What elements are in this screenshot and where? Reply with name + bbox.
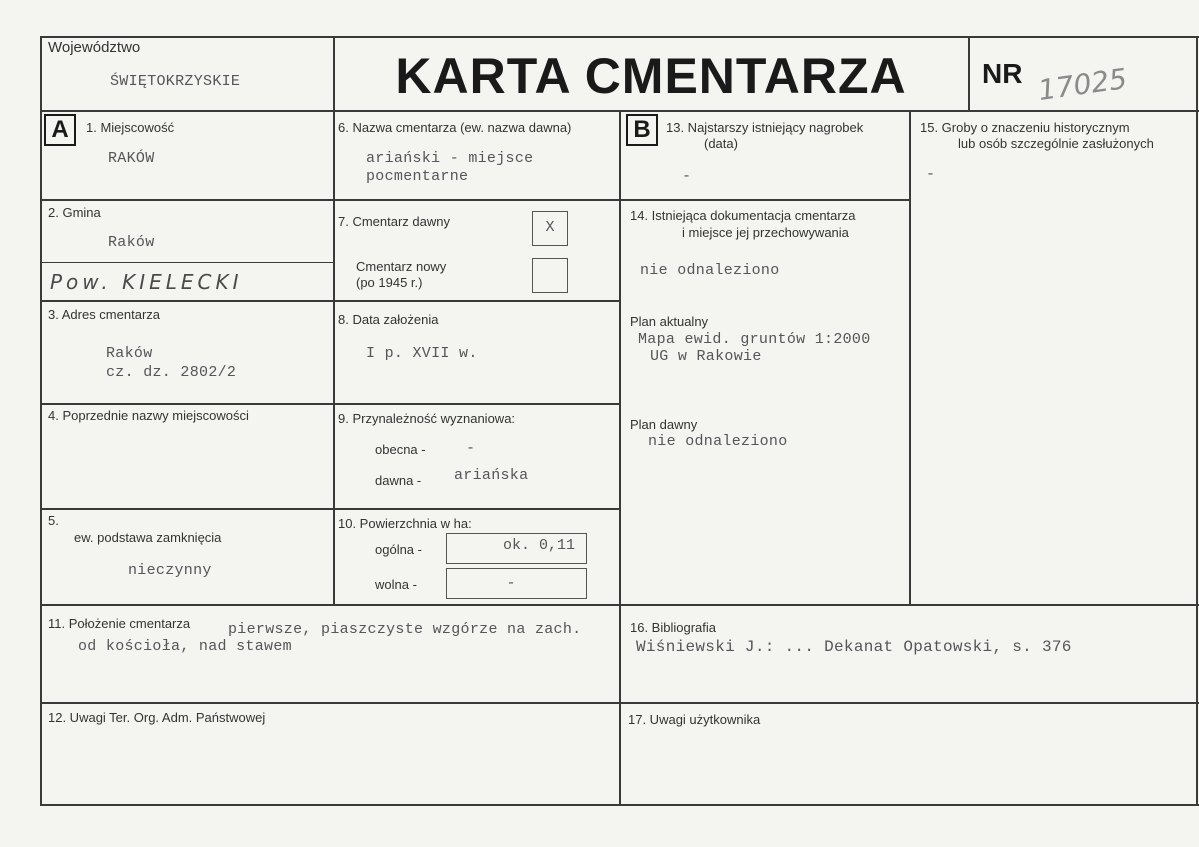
field-15-label-line1: 15. Groby o znaczeniu historycznym	[920, 120, 1130, 135]
field-17-label: 17. Uwagi użytkownika	[628, 712, 761, 727]
field-5-label: 5.	[48, 513, 59, 528]
field-11-value-line2: od kościoła, nad stawem	[78, 638, 292, 655]
row-sep-3	[40, 403, 335, 405]
header-divider-1	[333, 36, 335, 112]
county-handwritten: Pow. KIELECKI	[50, 270, 243, 294]
field-6-value-line2: pocmentarne	[366, 168, 469, 185]
field-5-sublabel: ew. podstawa zamknięcia	[74, 530, 222, 545]
field-11-value-line1: pierwsze, piaszczyste wzgórze na zach.	[228, 621, 582, 638]
province-value: ŚWIĘTOKRZYSKIE	[110, 73, 241, 90]
field-7b-label-line1: Cmentarz nowy	[356, 259, 447, 274]
field-16-label: 16. Bibliografia	[630, 620, 716, 635]
field-14-value: nie odnaleziono	[640, 262, 780, 279]
field-13-label-line2: (data)	[704, 136, 738, 151]
row-sep-pow	[40, 262, 335, 263]
row-sep-bottom-1	[40, 604, 1199, 606]
field-1-label: 1. Miejscowość	[86, 120, 175, 135]
field-14-label-line2: i miejsce jej przechowywania	[682, 225, 849, 240]
field-13-label-line1: 13. Najstarszy istniejący nagrobek	[666, 120, 864, 135]
field-1-value: RAKÓW	[108, 150, 155, 167]
row-sep-m2	[333, 300, 621, 302]
section-a-badge: A	[44, 114, 76, 146]
field-9-current-label: obecna -	[375, 442, 426, 457]
field-15-value: -	[926, 166, 936, 183]
col-sep-b	[909, 110, 911, 606]
plan-former-label: Plan dawny	[630, 417, 698, 432]
card-title: KARTA CMENTARZA	[395, 48, 907, 104]
field-6-label: 6. Nazwa cmentarza (ew. nazwa dawna)	[338, 120, 572, 135]
row-sep-1	[40, 199, 335, 201]
old-cemetery-mark: X	[545, 219, 555, 236]
field-10-total-label: ogólna -	[375, 542, 422, 557]
field-9-current-value: -	[466, 440, 476, 457]
field-2-value: Raków	[108, 234, 155, 251]
field-13-value: -	[682, 168, 692, 185]
field-10-free-value: -	[506, 575, 516, 592]
field-3-value-line2: cz. dz. 2802/2	[106, 364, 237, 381]
number-label: NR	[982, 58, 1023, 89]
field-7b-label-line2: (po 1945 r.)	[356, 275, 423, 290]
field-12-label: 12. Uwagi Ter. Org. Adm. Państwowej	[48, 710, 266, 725]
plan-current-line1: Mapa ewid. gruntów 1:2000	[638, 331, 871, 348]
field-9-label: 9. Przynależność wyznaniowa:	[338, 411, 516, 426]
row-sep-2	[40, 300, 335, 302]
frame-top	[40, 36, 1199, 38]
field-10-total-value: ok. 0,11	[502, 537, 575, 554]
field-11-label: 11. Położenie cmentarza	[48, 616, 191, 631]
field-9-former-label: dawna -	[375, 473, 422, 488]
field-2-label: 2. Gmina	[48, 205, 101, 220]
frame-right	[1196, 36, 1198, 806]
field-4-label: 4. Poprzednie nazwy miejscowości	[48, 408, 249, 423]
plan-current-label: Plan aktualny	[630, 314, 709, 329]
field-15-label-line2: lub osób szczególnie zasłużonych	[958, 136, 1154, 151]
field-6-value-line1: ariański - miejsce	[366, 150, 534, 167]
section-b-badge: B	[626, 114, 658, 146]
field-7-label: 7. Cmentarz dawny	[338, 214, 450, 229]
new-cemetery-checkbox[interactable]	[532, 258, 568, 293]
card-number: 17025	[1036, 61, 1129, 108]
province-label: Województwo	[48, 39, 141, 56]
col-sep-a	[333, 110, 335, 606]
field-3-label: 3. Adres cmentarza	[48, 307, 160, 322]
field-3-value-line1: Raków	[106, 345, 153, 362]
row-sep-m4	[333, 508, 621, 510]
field-14-label-line1: 14. Istniejąca dokumentacja cmentarza	[630, 208, 856, 223]
row-sep-m1	[333, 199, 621, 201]
field-9-former-value: ariańska	[454, 467, 529, 484]
field-5-value: nieczynny	[128, 562, 212, 579]
field-16-value: Wiśniewski J.: ... Dekanat Opatowski, s. 376	[636, 638, 1072, 656]
frame-left	[40, 36, 42, 806]
plan-former-value: nie odnaleziono	[648, 433, 788, 450]
plan-current-line2: UG w Rakowie	[650, 348, 762, 365]
field-10-label: 10. Powierzchnia w ha:	[338, 516, 472, 531]
row-sep-b1	[619, 199, 911, 201]
row-sep-bottom-2	[40, 702, 1199, 704]
row-sep-m3	[333, 403, 621, 405]
field-8-value: I p. XVII w.	[366, 345, 478, 362]
row-sep-4	[40, 508, 335, 510]
field-8-label: 8. Data założenia	[338, 312, 439, 327]
field-10-free-label: wolna -	[375, 577, 417, 592]
header-divider-2	[968, 36, 970, 112]
